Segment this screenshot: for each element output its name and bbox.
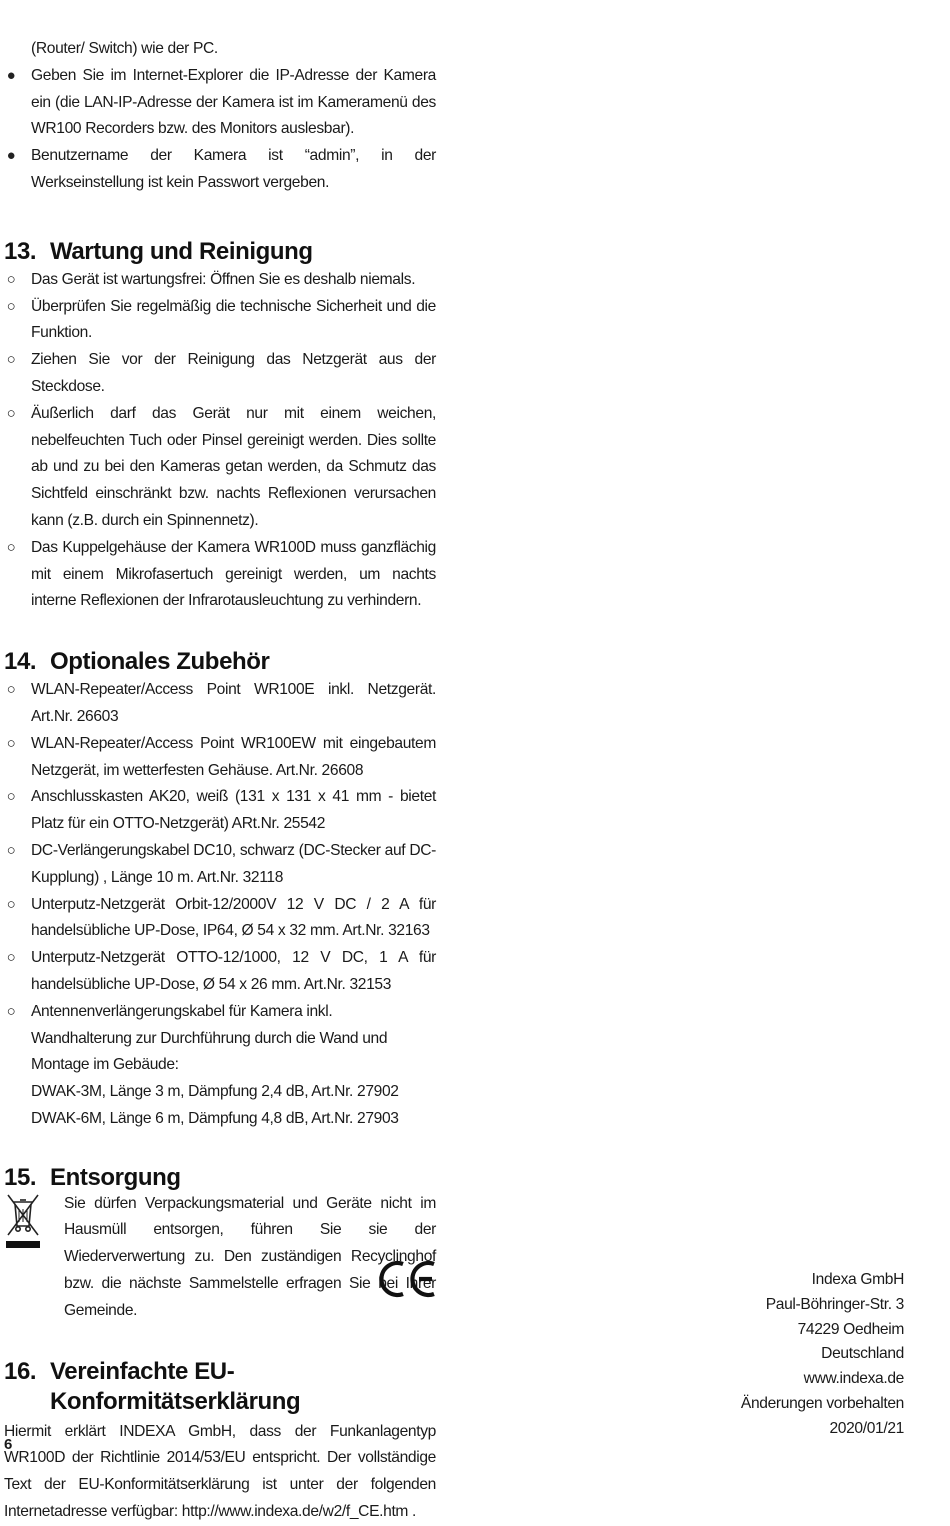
city: 74229 Oedheim: [797, 1320, 904, 1338]
section-disposal: [4, 1165, 436, 1325]
list-item: ○ Ziehen Sie vor der Reinigung das Netzgerät aus der Steckdose.: [4, 347, 436, 401]
company-name: Indexa GmbH: [811, 1271, 904, 1288]
main-column: [4, 36, 436, 1526]
open-circle-icon: ○: [6, 841, 16, 859]
open-circle-icon: ○: [6, 788, 16, 806]
section-heading: 15. Entsorgung: [4, 1163, 181, 1191]
list-item: ○ Das Kuppelgehäuse der Kamera WR100D muss ganzflächig mit einem Mikrofasertuch gereinigt werden, um nachts interne Reflexionen der Infrarotausleuchtung zu verhindern.: [4, 535, 436, 615]
list-item: ○ Antennenverlängerungskabel für Kamera inkl. Wandhalterung zur Durchführung durch die Wand und Montage im Gebäude: DWAK-3M, Länge 3 m, Dämpfung 2,4 dB, Art.Nr. 27902 DWAK-6M, Länge 6 m, Dämpfung 4,8 dB, Art.Nr. 27903: [4, 999, 436, 1133]
open-circle-icon: ○: [6, 681, 16, 699]
disposal-block: [4, 1191, 436, 1325]
document-date: 2020/01/21: [829, 1419, 904, 1437]
changes-note: Änderungen vorbehalten: [740, 1394, 904, 1412]
open-circle-icon: ○: [6, 270, 16, 288]
disposal-text: Sie dürfen Verpackungsmaterial und Geräte nicht im Hausmüll entsorgen, führen Sie sie der Wiederverwertung zu. Den zuständigen Recyclinghof bzw. die nächste Sammelstelle erfragen Sie bei Ihrer Gemeinde.: [64, 1194, 436, 1319]
open-circle-icon: ○: [6, 734, 16, 752]
company-address: [664, 1268, 904, 1442]
street: Paul-Böhringer-Str. 3: [765, 1295, 904, 1313]
section-heading: 13. Wartung und Reinigung: [4, 237, 313, 265]
open-circle-icon: ○: [6, 297, 16, 315]
filled-circle-icon: ●: [6, 147, 16, 165]
open-circle-icon: ○: [6, 404, 16, 422]
list-item: ● Benutzername der Kamera ist “admin”, in der Werkseinstellung ist kein Passwort vergeben.: [4, 143, 436, 197]
ce-mark-icon: [378, 1258, 438, 1300]
list-item: ○ Unterputz-Netzgerät OTTO-12/1000, 12 V DC, 1 A für handelsübliche UP-Dose, Ø 54 x 26 mm. Art.Nr. 32153: [4, 945, 436, 999]
intro-list: [4, 63, 436, 197]
open-circle-icon: ○: [6, 949, 16, 967]
list-item: ○ Äußerlich darf das Gerät nur mit einem weichen, nebelfeuchten Tuch oder Pinsel gereinigt werden. Dies sollte ab und zu bei den Kameras getan werden, da Schmutz das Sichtfeld einschränkt bzw. nachts Reflexionen verursachen kann (z.B. durch ein Spinnennetz).: [4, 401, 436, 535]
section-accessories: [4, 647, 436, 1133]
intro-continuation: (Router/ Switch) wie der PC.: [31, 40, 218, 57]
crossed-out-wheelie-bin-icon: [6, 1193, 40, 1251]
section-heading: 16. Vereinfachte EU- Konformitätserklärung: [4, 1357, 301, 1415]
open-circle-icon: ○: [6, 1002, 16, 1020]
accessories-list: [4, 677, 436, 1133]
intro-section: [4, 36, 436, 197]
open-circle-icon: ○: [6, 538, 16, 556]
list-item: ○ Das Gerät ist wartungsfrei: Öffnen Sie es deshalb niemals.: [4, 267, 436, 294]
page-number: 6: [4, 1436, 13, 1453]
list-item: ○ DC-Verlängerungskabel DC10, schwarz (DC-Stecker auf DC-Kupplung) , Länge 10 m. Art.Nr. 32118: [4, 838, 436, 892]
open-circle-icon: ○: [6, 351, 16, 369]
list-item: ○ WLAN-Repeater/Access Point WR100E inkl. Netzgerät. Art.Nr. 26603: [4, 677, 436, 731]
list-item: ○ WLAN-Repeater/Access Point WR100EW mit eingebautem Netzgerät, im wetterfesten Gehäuse. Art.Nr. 26608: [4, 731, 436, 785]
conformity-text: Hiermit erklärt INDEXA GmbH, dass der Funkanlagentyp WR100D der Richtlinie 2014/53/EU entspricht. Der vollständige Text der EU-Konformitätserklärung ist unter der folgenden Internetadresse verfügbar: http://www.indexa.de/w2/f_CE.htm .: [4, 1422, 436, 1521]
filled-circle-icon: ●: [6, 66, 16, 84]
list-item: ○ Unterputz-Netzgerät Orbit-12/2000V 12 V DC / 2 A für handelsübliche UP-Dose, IP64, Ø 54 x 32 mm. Art.Nr. 32163: [4, 892, 436, 946]
list-item: ○ Überprüfen Sie regelmäßig die technische Sicherheit und die Funktion.: [4, 294, 436, 348]
maintenance-list: [4, 267, 436, 615]
section-eu-conformity: [4, 1357, 436, 1526]
website: www.indexa.de: [803, 1370, 904, 1388]
list-item: ○ Anschlusskasten AK20, weiß (131 x 131 x 41 mm - bietet Platz für ein OTTO-Netzgerät) ARt.Nr. 25542: [4, 784, 436, 838]
section-heading: 14. Optionales Zubehör: [4, 648, 270, 676]
country: Deutschland: [821, 1345, 904, 1363]
section-maintenance: [4, 237, 436, 615]
open-circle-icon: ○: [6, 895, 16, 913]
list-item: ● Geben Sie im Internet-Explorer die IP-Adresse der Kamera ein (die LAN-IP-Adresse der Kamera ist im Kameramenü des WR100 Recorders bzw. des Monitors auslesbar).: [4, 63, 436, 143]
